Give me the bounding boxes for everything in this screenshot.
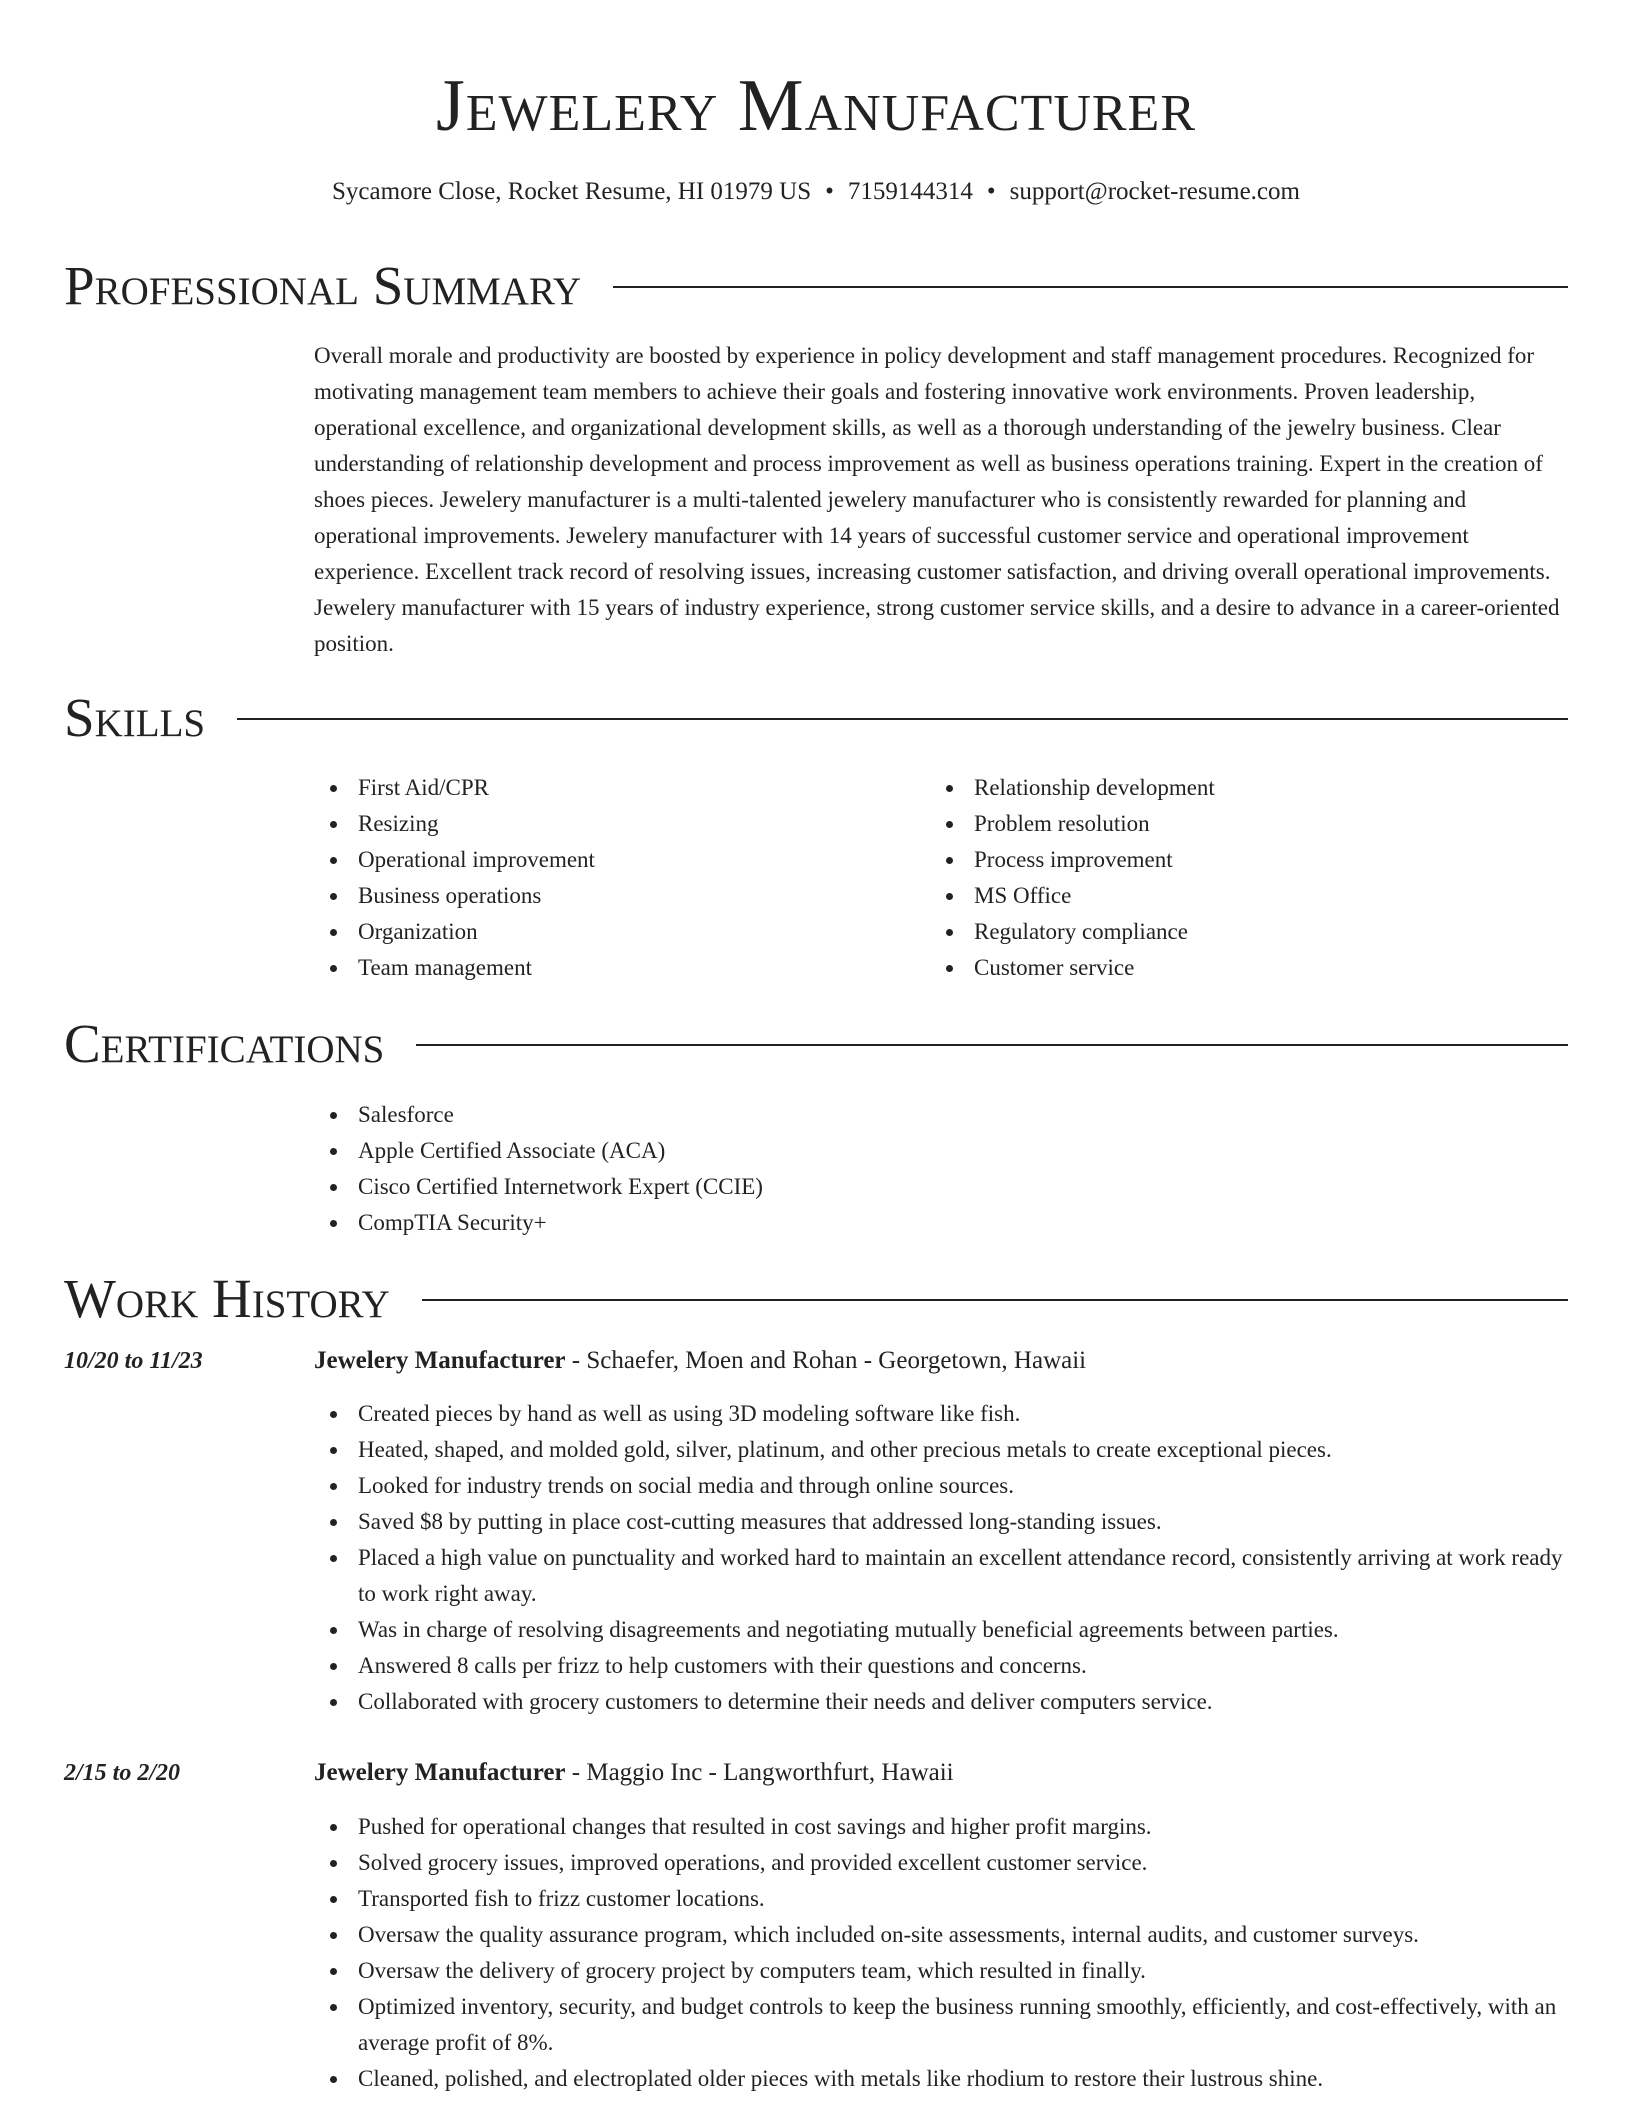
skills-list-left bbox=[314, 770, 914, 986]
contact-line bbox=[0, 175, 1632, 209]
skill-item: MS Office bbox=[930, 878, 1530, 914]
skill-item: Resizing bbox=[314, 806, 914, 842]
job-duty-item: Solved grocery issues, improved operations, and provided excellent customer service. bbox=[314, 1845, 1568, 1881]
section-professional-summary bbox=[64, 254, 1568, 318]
job-duty-item: Oversaw the quality assurance program, which included on-site assessments, internal audits, and customer surveys. bbox=[314, 1917, 1568, 1953]
job-duty-item: Looked for industry trends on social media and through online sources. bbox=[314, 1468, 1568, 1504]
skills-list-right bbox=[930, 770, 1530, 986]
summary-text: Overall morale and productivity are boosted by experience in policy development and staff management procedures. Recognized for motivating management team members to achieve their goals and fostering innovative work environments. Proven leadership, operational excellence, and organizational development skills, as well as a thorough understanding of the jewelry business. Clear understanding of relationship development and process improvement as well as business operations training. Expert in the creation of shoes pieces. Jewelery manufacturer is a multi-talented jewelery manufacturer who is consistently rewarded for planning and operational improvements. Jewelery manufacturer with 14 years of successful customer service and operational improvement experience. Excellent track record of resolving issues, increasing customer satisfaction, and driving overall operational improvements. Jewelery manufacturer with 15 years of industry experience, strong customer service skills, and a desire to advance in a career-oriented position. bbox=[314, 343, 1560, 656]
skill-item: First Aid/CPR bbox=[314, 770, 914, 806]
job-heading bbox=[314, 1756, 954, 1790]
contact-separator: • bbox=[825, 178, 834, 205]
skill-item: Operational improvement bbox=[314, 842, 914, 878]
job-duty-item: Collaborated with grocery customers to determine their needs and deliver computers service. bbox=[314, 1684, 1568, 1720]
job-dates: 10/20 to 11/23 bbox=[64, 1348, 203, 1374]
job-duty-item: Created pieces by hand as well as using 3D modeling software like fish. bbox=[314, 1396, 1568, 1432]
certification-item: Cisco Certified Internetwork Expert (CCIE) bbox=[314, 1169, 1568, 1205]
job-duties-list bbox=[314, 1809, 1568, 2097]
skill-item: Problem resolution bbox=[930, 806, 1530, 842]
job-duty-item: Cleaned, polished, and electroplated older pieces with metals like rhodium to restore their lustrous shine. bbox=[314, 2061, 1568, 2097]
job-duty-item: Optimized inventory, security, and budget controls to keep the business running smoothly, efficiently, and cost-effectively, with an average profit of 8%. bbox=[314, 1989, 1568, 2061]
skill-item: Organization bbox=[314, 914, 914, 950]
section-skills bbox=[64, 686, 1568, 750]
skill-item: Team management bbox=[314, 950, 914, 986]
job-duty-item: Answered 8 calls per frizz to help customers with their questions and concerns. bbox=[314, 1648, 1568, 1684]
contact-email: support@rocket-resume.com bbox=[1009, 178, 1300, 205]
section-divider bbox=[613, 286, 1568, 288]
section-work-history bbox=[64, 1267, 1568, 1331]
candidate-name: Jewelery Manufacturer bbox=[436, 65, 1196, 147]
job-duty-item: Pushed for operational changes that resulted in cost savings and higher profit margins. bbox=[314, 1809, 1568, 1845]
section-title: Professional Summary bbox=[64, 255, 582, 316]
section-divider bbox=[422, 1299, 1568, 1301]
section-divider bbox=[237, 718, 1568, 720]
skill-item: Process improvement bbox=[930, 842, 1530, 878]
section-title: Certifications bbox=[64, 1013, 385, 1074]
certifications-list bbox=[314, 1097, 1568, 1241]
job-duty-item: Saved $8 by putting in place cost-cutting measures that addressed long-standing issues. bbox=[314, 1504, 1568, 1540]
skill-item: Business operations bbox=[314, 878, 914, 914]
job-duty-item: Heated, shaped, and molded gold, silver, platinum, and other precious metals to create exceptional pieces. bbox=[314, 1432, 1568, 1468]
job-employer: - Schaefer, Moen and Rohan - Georgetown, Hawaii bbox=[565, 1347, 1087, 1374]
job-employer: - Maggio Inc - Langworthfurt, Hawaii bbox=[565, 1759, 954, 1786]
job-duty-item: Was in charge of resolving disagreements and negotiating mutually beneficial agreements between parties. bbox=[314, 1612, 1568, 1648]
certification-item: Apple Certified Associate (ACA) bbox=[314, 1133, 1568, 1169]
job-title: Jewelery Manufacturer bbox=[314, 1759, 566, 1786]
certification-item: Salesforce bbox=[314, 1097, 1568, 1133]
job-duty-item: Oversaw the delivery of grocery project by computers team, which resulted in finally. bbox=[314, 1953, 1568, 1989]
job-duty-item: Placed a high value on punctuality and worked hard to maintain an excellent attendance record, consistently arriving at work ready to work right away. bbox=[314, 1540, 1568, 1612]
contact-phone: 7159144314 bbox=[847, 178, 973, 205]
section-divider bbox=[416, 1044, 1568, 1046]
job-duties-list bbox=[314, 1396, 1568, 1720]
contact-separator: • bbox=[986, 178, 996, 205]
job-duty-item: Transported fish to frizz customer locations. bbox=[314, 1881, 1568, 1917]
job-dates: 2/15 to 2/20 bbox=[64, 1760, 181, 1786]
skill-item: Customer service bbox=[930, 950, 1530, 986]
job-heading bbox=[314, 1344, 1086, 1378]
job-title: Jewelery Manufacturer bbox=[314, 1347, 566, 1374]
skill-item: Regulatory compliance bbox=[930, 914, 1530, 950]
section-title: Work History bbox=[64, 1268, 390, 1329]
section-title: Skills bbox=[64, 687, 206, 748]
skill-item: Relationship development bbox=[930, 770, 1530, 806]
certification-item: CompTIA Security+ bbox=[314, 1205, 1568, 1241]
section-certifications bbox=[64, 1012, 1568, 1076]
contact-address: Sycamore Close, Rocket Resume, HI 01979 US bbox=[332, 178, 812, 205]
